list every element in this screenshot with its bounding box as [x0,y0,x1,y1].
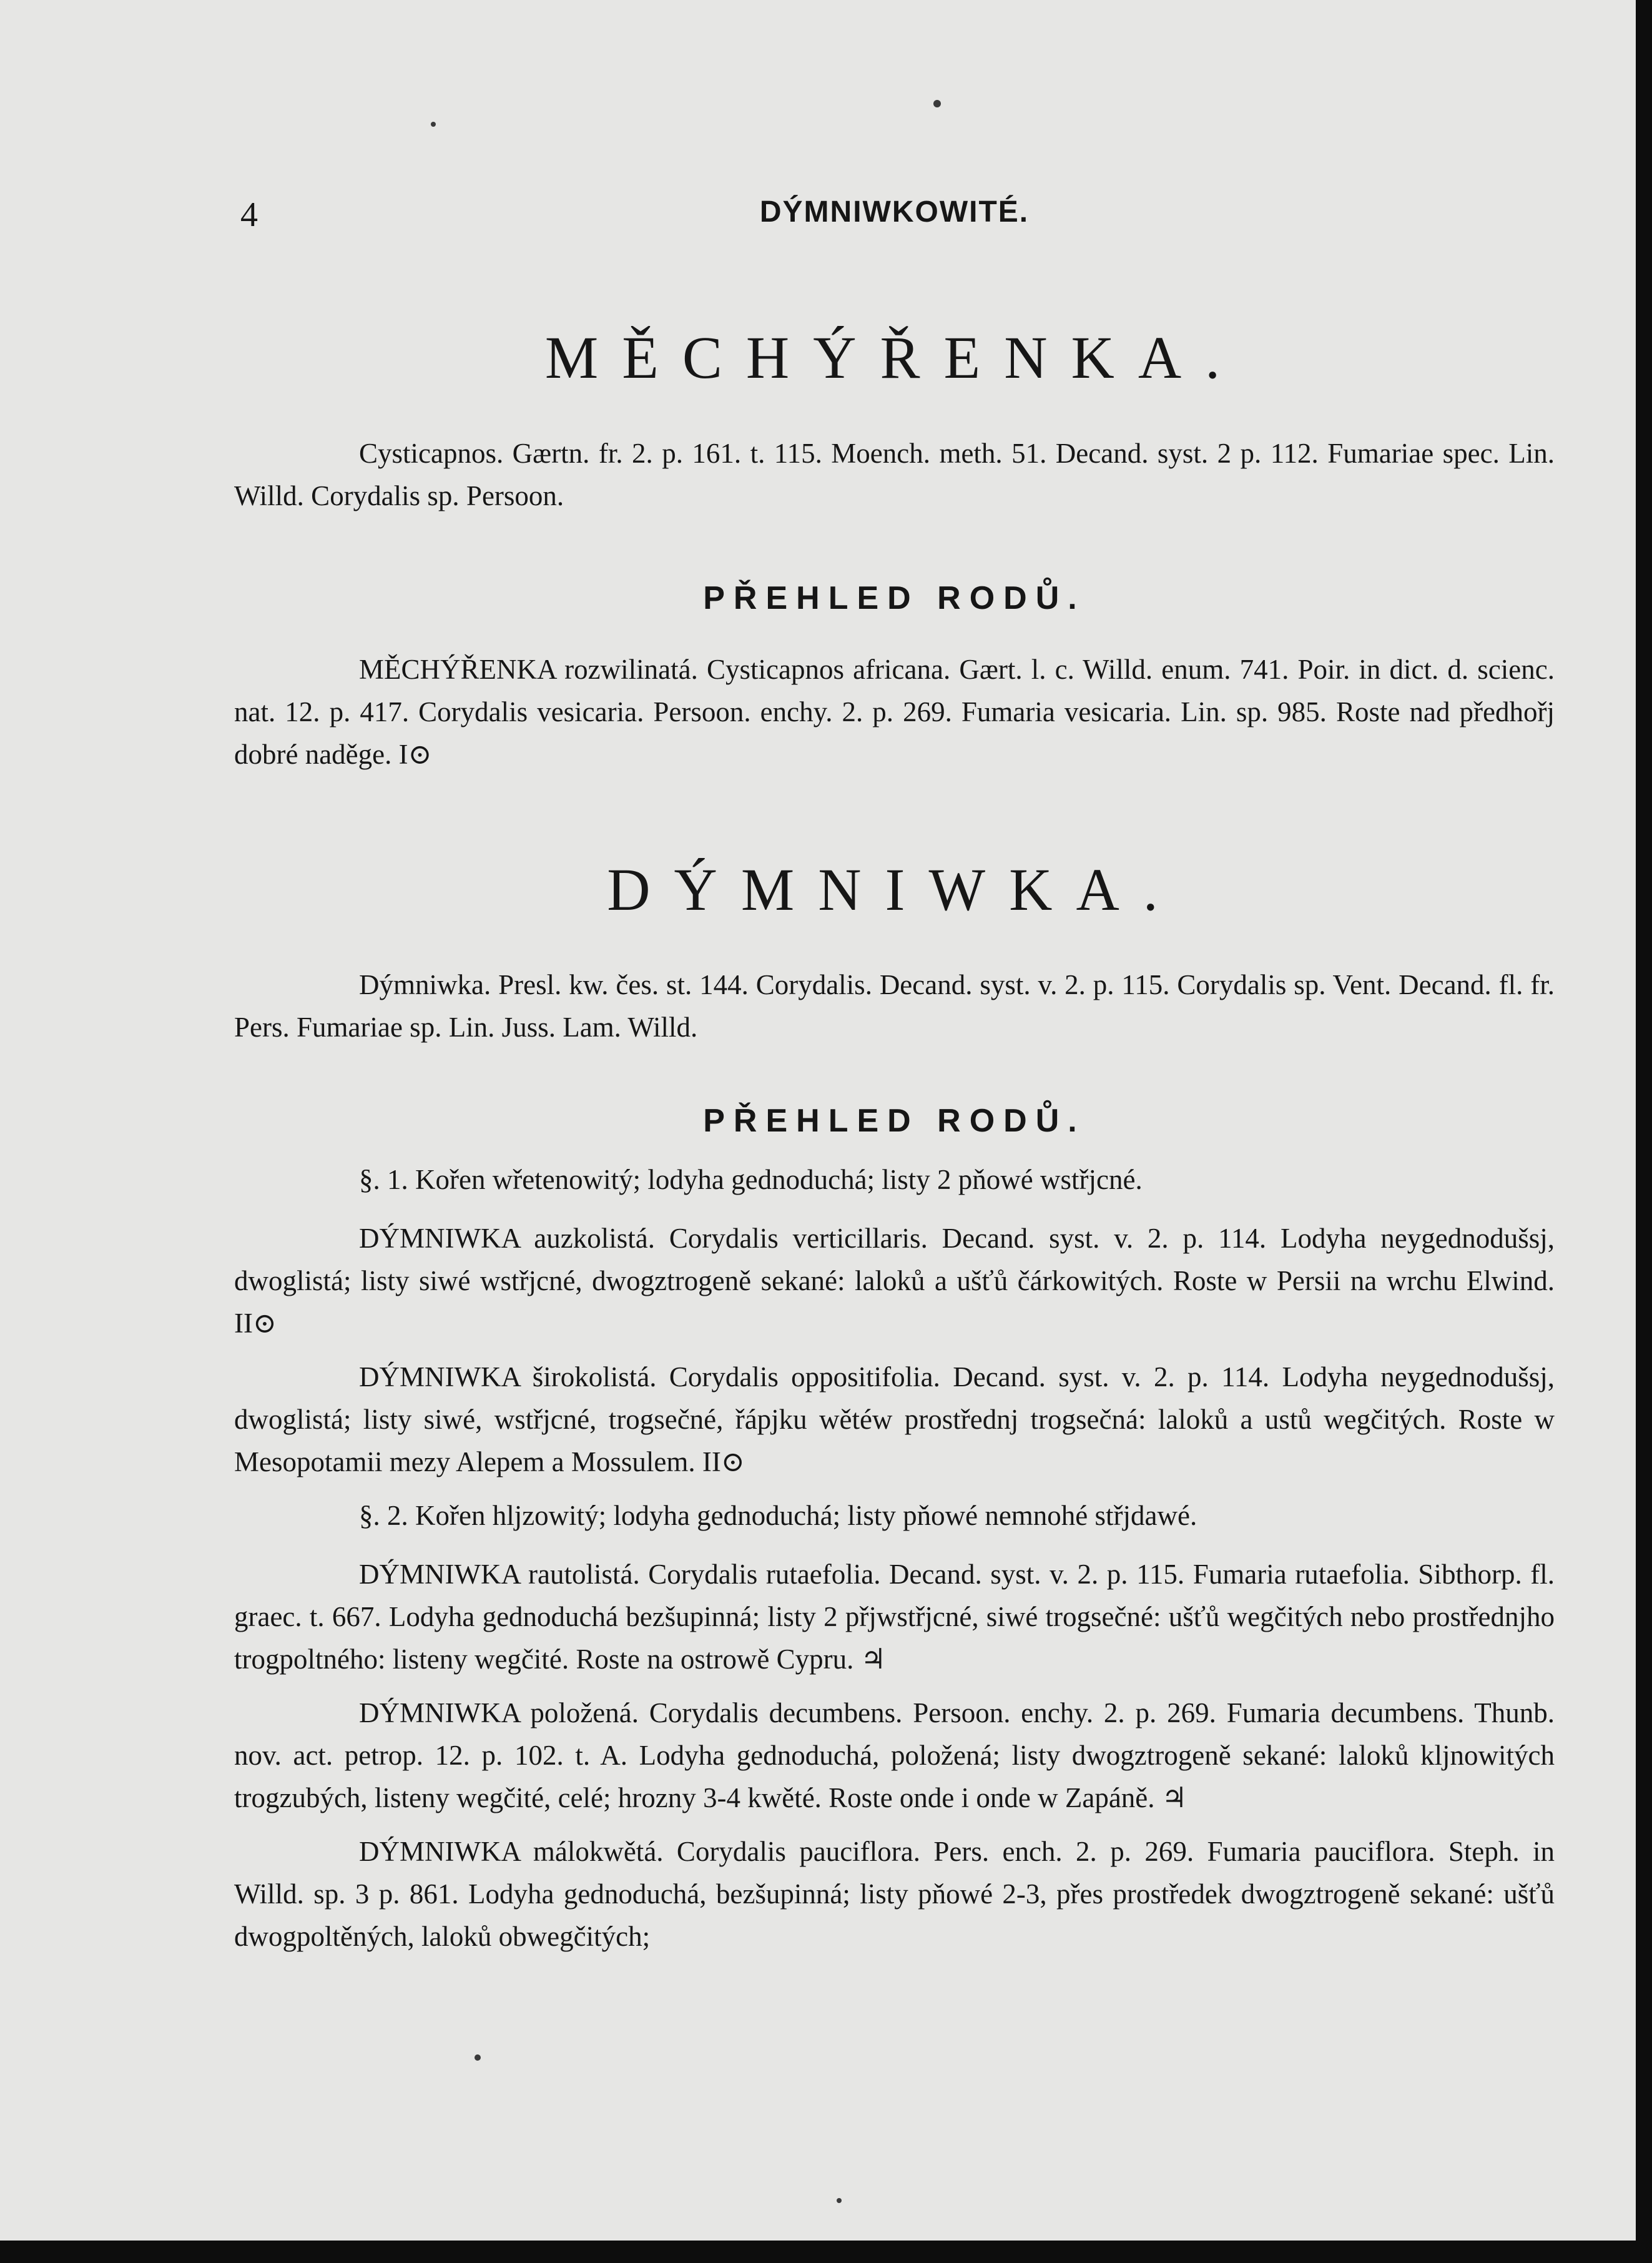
scan-speck [837,2198,842,2203]
overview-heading: PŘEHLED RODŮ. [703,579,1086,616]
page-content [234,187,1555,1969]
species-entry: DÝMNIWKA rautolistá. Corydalis rutaefolia. Decand. syst. v. 2. p. 115. Fumaria rutaefolia. Sibthorp. fl. graec. t. 667. Lodyha gednoduchá bezšupinná; listy 2 přjwstřjcné, siwé trogsečné: ušťů wegčitých nebo prostřednjho trogpoltného: listeny wegčité. Roste na ostrowě Cypru. ♃ [234,1559,1555,1675]
overview-heading: PŘEHLED RODŮ. [703,1103,1086,1140]
species-entry: DÝMNIWKA málokwětá. Corydalis pauciflora. Pers. ench. 2. p. 269. Fumaria pauciflora. Steph. in Willd. sp. 3 p. 861. Lodyha gednoduchá, bezšupinná; listy pňowé 2-3, přes prostředek dwogztrogeně sekané: ušťů dwogpoltěných, laloků obwegčitých; [234,1836,1555,1953]
genus-synonymy: Cysticapnos. Gærtn. fr. 2. p. 161. t. 115. Moench. meth. 51. Decand. syst. 2 p. 112. Fumariae spec. Lin. Willd. Corydalis sp. Persoon. [234,437,1555,511]
division-heading: §. 2. Kořen hljzowitý; lodyha gednoduchá; listy pňowé nemnohé střjdawé. [359,1500,1197,1532]
species-entry: DÝMNIWKA auzkolistá. Corydalis verticillaris. Decand. syst. v. 2. p. 114. Lodyha neygednodušsj, dwoglistá; listy siwé wstřjcné, dwogztrogeně sekané: laloků a ušťů čárkowitých. Roste w Persii na wrchu Elwind. II⊙ [234,1223,1555,1339]
running-head [234,187,1555,250]
scan-speck [933,100,941,107]
scan-speck [474,2054,481,2061]
genus-title-mechyrenka: MĚCHÝŘENKA. [544,324,1244,391]
scan-edge-right [1636,0,1652,2263]
genus-title-dymniwka: DÝMNIWKA. [607,855,1182,923]
running-title: DÝMNIWKOWITÉ. [759,195,1030,229]
species-entry: DÝMNIWKA širokolistá. Corydalis oppositifolia. Decand. syst. v. 2. p. 114. Lodyha neygednodušsj, dwoglistá; listy siwé, wstřjcné, trogsečné, řápjku wětéw prostřednj trogsečná: laloků a ustů wegčitých. Roste w Mesopotamii mezy Alepem a Mossulem. II⊙ [234,1361,1555,1478]
scan-speck [431,122,436,127]
scan-edge-bottom [0,2241,1652,2263]
division-heading: §. 1. Kořen wřetenowitý; lodyha gednoduchá; listy 2 pňowé wstřjcné. [359,1164,1143,1196]
species-entry: MĚCHÝŘENKA rozwilinatá. Cysticapnos africana. Gært. l. c. Willd. enum. 741. Poir. in dict. d. scienc. nat. 12. p. 417. Corydalis vesicaria. Persoon. enchy. 2. p. 269. Fumaria vesicaria. Lin. sp. 985. Roste nad předhořj dobré naděge. I⊙ [234,653,1555,770]
genus-synonymy: Dýmniwka. Presl. kw. čes. st. 144. Corydalis. Decand. syst. v. 2. p. 115. Corydalis sp. Vent. Decand. fl. fr. Pers. Fumariae sp. Lin. Juss. Lam. Willd. [234,969,1555,1043]
page-number: 4 [240,195,258,234]
species-entry: DÝMNIWKA položená. Corydalis decumbens. Persoon. enchy. 2. p. 269. Fumaria decumbens. Thunb. nov. act. petrop. 12. p. 102. t. A. Lodyha gednoduchá, položená; listy dwogztrogeně sekané: laloků kljnowitých trogzubých, listeny wegčité, celé; hrozny 3-4 kwěté. Roste onde i onde w Zapáně. ♃ [234,1697,1555,1814]
